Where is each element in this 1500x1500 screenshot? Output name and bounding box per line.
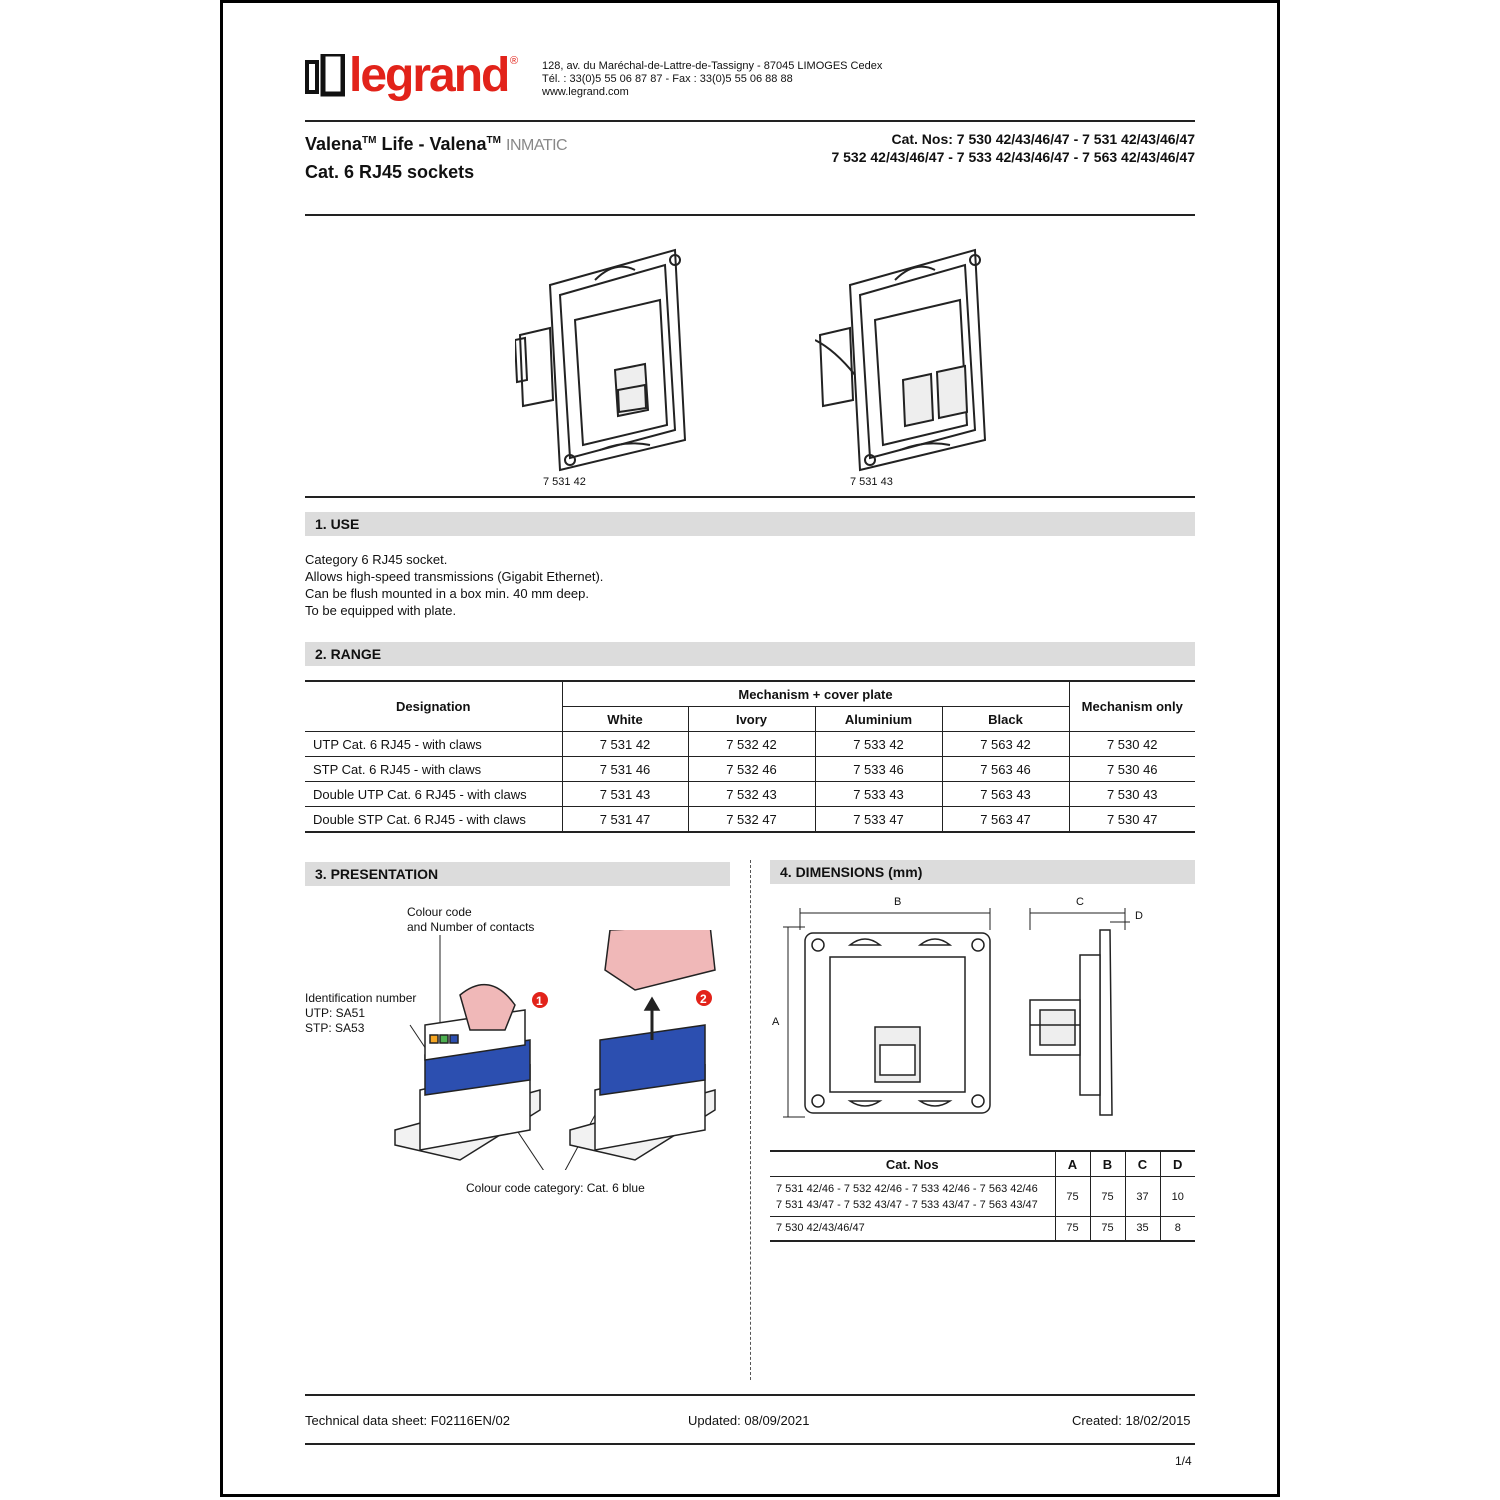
address-line: www.legrand.com (542, 86, 629, 98)
cell: UTP Cat. 6 RJ45 - with claws (305, 732, 562, 757)
cell: 7 532 46 (688, 757, 815, 782)
cell (770, 1177, 1055, 1217)
divider (305, 120, 1195, 122)
document-title (305, 128, 567, 185)
dimension-label-b: B (894, 896, 902, 908)
dimension-label-d: D (1135, 910, 1143, 922)
divider (305, 214, 1195, 216)
cell: 7 530 42/43/46/47 (770, 1217, 1055, 1241)
legrand-logo-icon (305, 54, 345, 98)
callout-text: and Number of contacts (407, 920, 535, 934)
column-divider (750, 860, 751, 1380)
cell: 7 531 42 (562, 732, 688, 757)
callout-text: Identification number (305, 991, 417, 1005)
header-ivory: Ivory (688, 707, 815, 732)
cell: 75 (1055, 1217, 1090, 1241)
cell: 7 530 47 (1069, 807, 1195, 833)
footer-sheet-id: Technical data sheet: F02116EN/02 (305, 1413, 511, 1428)
page-number: 1/4 (1175, 1454, 1192, 1468)
section-heading-use: 1. USE (305, 512, 1195, 536)
callout-text: Colour code (407, 905, 472, 919)
cell: Double STP Cat. 6 RJ45 - with claws (305, 807, 562, 833)
callout-text: STP: SA53 (305, 1021, 365, 1035)
cell: 7 530 43 (1069, 782, 1195, 807)
dimension-label-c: C (1076, 896, 1084, 908)
step-1-marker: 1 (536, 994, 543, 1008)
header-designation: Designation (305, 681, 562, 732)
catalog-numbers (831, 130, 1195, 166)
cell: 7 563 47 (942, 807, 1069, 833)
use-line: To be equipped with plate. (305, 603, 457, 618)
header-a: A (1055, 1151, 1090, 1177)
address-line: Tél. : 33(0)5 55 06 87 87 - Fax : 33(0)5 55 06 88 88 (542, 73, 793, 85)
divider (305, 496, 1195, 498)
cell: 8 (1160, 1217, 1195, 1241)
dimension-drawing (780, 905, 1180, 1125)
header-c: C (1125, 1151, 1160, 1177)
footer-updated: Updated: 08/09/2021 (688, 1413, 810, 1428)
cell: 7 533 47 (815, 807, 942, 833)
header-mechanism-only: Mechanism only (1069, 681, 1195, 732)
cell: 7 532 47 (688, 807, 815, 833)
header-b: B (1090, 1151, 1125, 1177)
table-row (770, 1217, 1195, 1241)
cell: 7 531 47 (562, 807, 688, 833)
cell: 10 (1160, 1177, 1195, 1217)
inmatic-logo: INMATIC (506, 137, 568, 154)
cell: 7 533 42 (815, 732, 942, 757)
step-2-marker: 2 (700, 992, 707, 1006)
section-heading-presentation: 3. PRESENTATION (305, 862, 730, 886)
divider (305, 1443, 1195, 1445)
callout-text: UTP: SA51 (305, 1006, 366, 1020)
divider (305, 1394, 1195, 1396)
cell: 35 (1125, 1217, 1160, 1241)
section-heading-range: 2. RANGE (305, 642, 1195, 666)
table-row (305, 757, 1195, 782)
cell: STP Cat. 6 RJ45 - with claws (305, 757, 562, 782)
cell: 37 (1125, 1177, 1160, 1217)
dimensions-table (770, 1150, 1195, 1242)
cat-line: 7 531 43/47 - 7 532 43/47 - 7 533 43/47 - 7 563 43/47 (776, 1198, 1038, 1211)
company-address (542, 60, 882, 99)
trademark: TM (486, 135, 501, 146)
cell: 7 532 43 (688, 782, 815, 807)
registered-mark: ® (510, 55, 519, 67)
title-text: Valena (305, 134, 363, 154)
trademark: TM (362, 135, 377, 146)
cell: 7 531 46 (562, 757, 688, 782)
header-black: Black (942, 707, 1069, 732)
cell: 7 533 43 (815, 782, 942, 807)
footer-created: Created: 18/02/2015 (1072, 1413, 1191, 1428)
cell: 75 (1090, 1217, 1125, 1241)
dimension-label-a: A (772, 1016, 780, 1028)
cell: 7 530 42 (1069, 732, 1195, 757)
cell: 7 532 42 (688, 732, 815, 757)
cell: 7 563 46 (942, 757, 1069, 782)
address-line: 128, av. du Maréchal-de-Lattre-de-Tassigny - 87045 LIMOGES Cedex (542, 60, 883, 72)
cell: Double UTP Cat. 6 RJ45 - with claws (305, 782, 562, 807)
header-d: D (1160, 1151, 1195, 1177)
double-socket-image (815, 240, 995, 475)
cat-line: 7 531 42/46 - 7 532 42/46 - 7 533 42/46 - 7 563 42/46 (776, 1182, 1038, 1195)
table-row (770, 1177, 1195, 1217)
document-subtitle: Cat. 6 RJ45 sockets (305, 162, 475, 182)
cell: 7 530 46 (1069, 757, 1195, 782)
table-row (305, 732, 1195, 757)
use-line: Can be flush mounted in a box min. 40 mm deep. (305, 586, 589, 601)
table-row (305, 782, 1195, 807)
cell: 7 531 43 (562, 782, 688, 807)
catalog-line: Cat. Nos: 7 530 42/43/46/47 - 7 531 42/43/46/47 (891, 131, 1195, 147)
header-aluminium: Aluminium (815, 707, 942, 732)
cell: 75 (1090, 1177, 1125, 1217)
cell: 75 (1055, 1177, 1090, 1217)
table-row (305, 807, 1195, 833)
use-description (305, 551, 603, 619)
catalog-line: 7 532 42/43/46/47 - 7 533 42/43/46/47 - 7 563 42/43/46/47 (831, 149, 1195, 165)
use-line: Allows high-speed transmissions (Gigabit Ethernet). (305, 569, 604, 584)
header-cat-nos: Cat. Nos (770, 1151, 1055, 1177)
range-table (305, 680, 1195, 833)
single-socket-image (515, 240, 695, 475)
cell: 7 533 46 (815, 757, 942, 782)
section-heading-dimensions: 4. DIMENSIONS (mm) (770, 860, 1195, 884)
product-label: 7 531 42 (543, 476, 586, 488)
logo-text: legrand (349, 49, 509, 102)
product-label: 7 531 43 (850, 476, 893, 488)
title-text: Life - Valena (376, 134, 487, 154)
header-mechanism-plate: Mechanism + cover plate (562, 681, 1069, 707)
cell: 7 563 42 (942, 732, 1069, 757)
presentation-diagram (390, 930, 735, 1170)
use-line: Category 6 RJ45 socket. (305, 552, 448, 567)
colour-category-caption: Colour code category: Cat. 6 blue (466, 1181, 645, 1195)
cell: 7 563 43 (942, 782, 1069, 807)
header-white: White (562, 707, 688, 732)
